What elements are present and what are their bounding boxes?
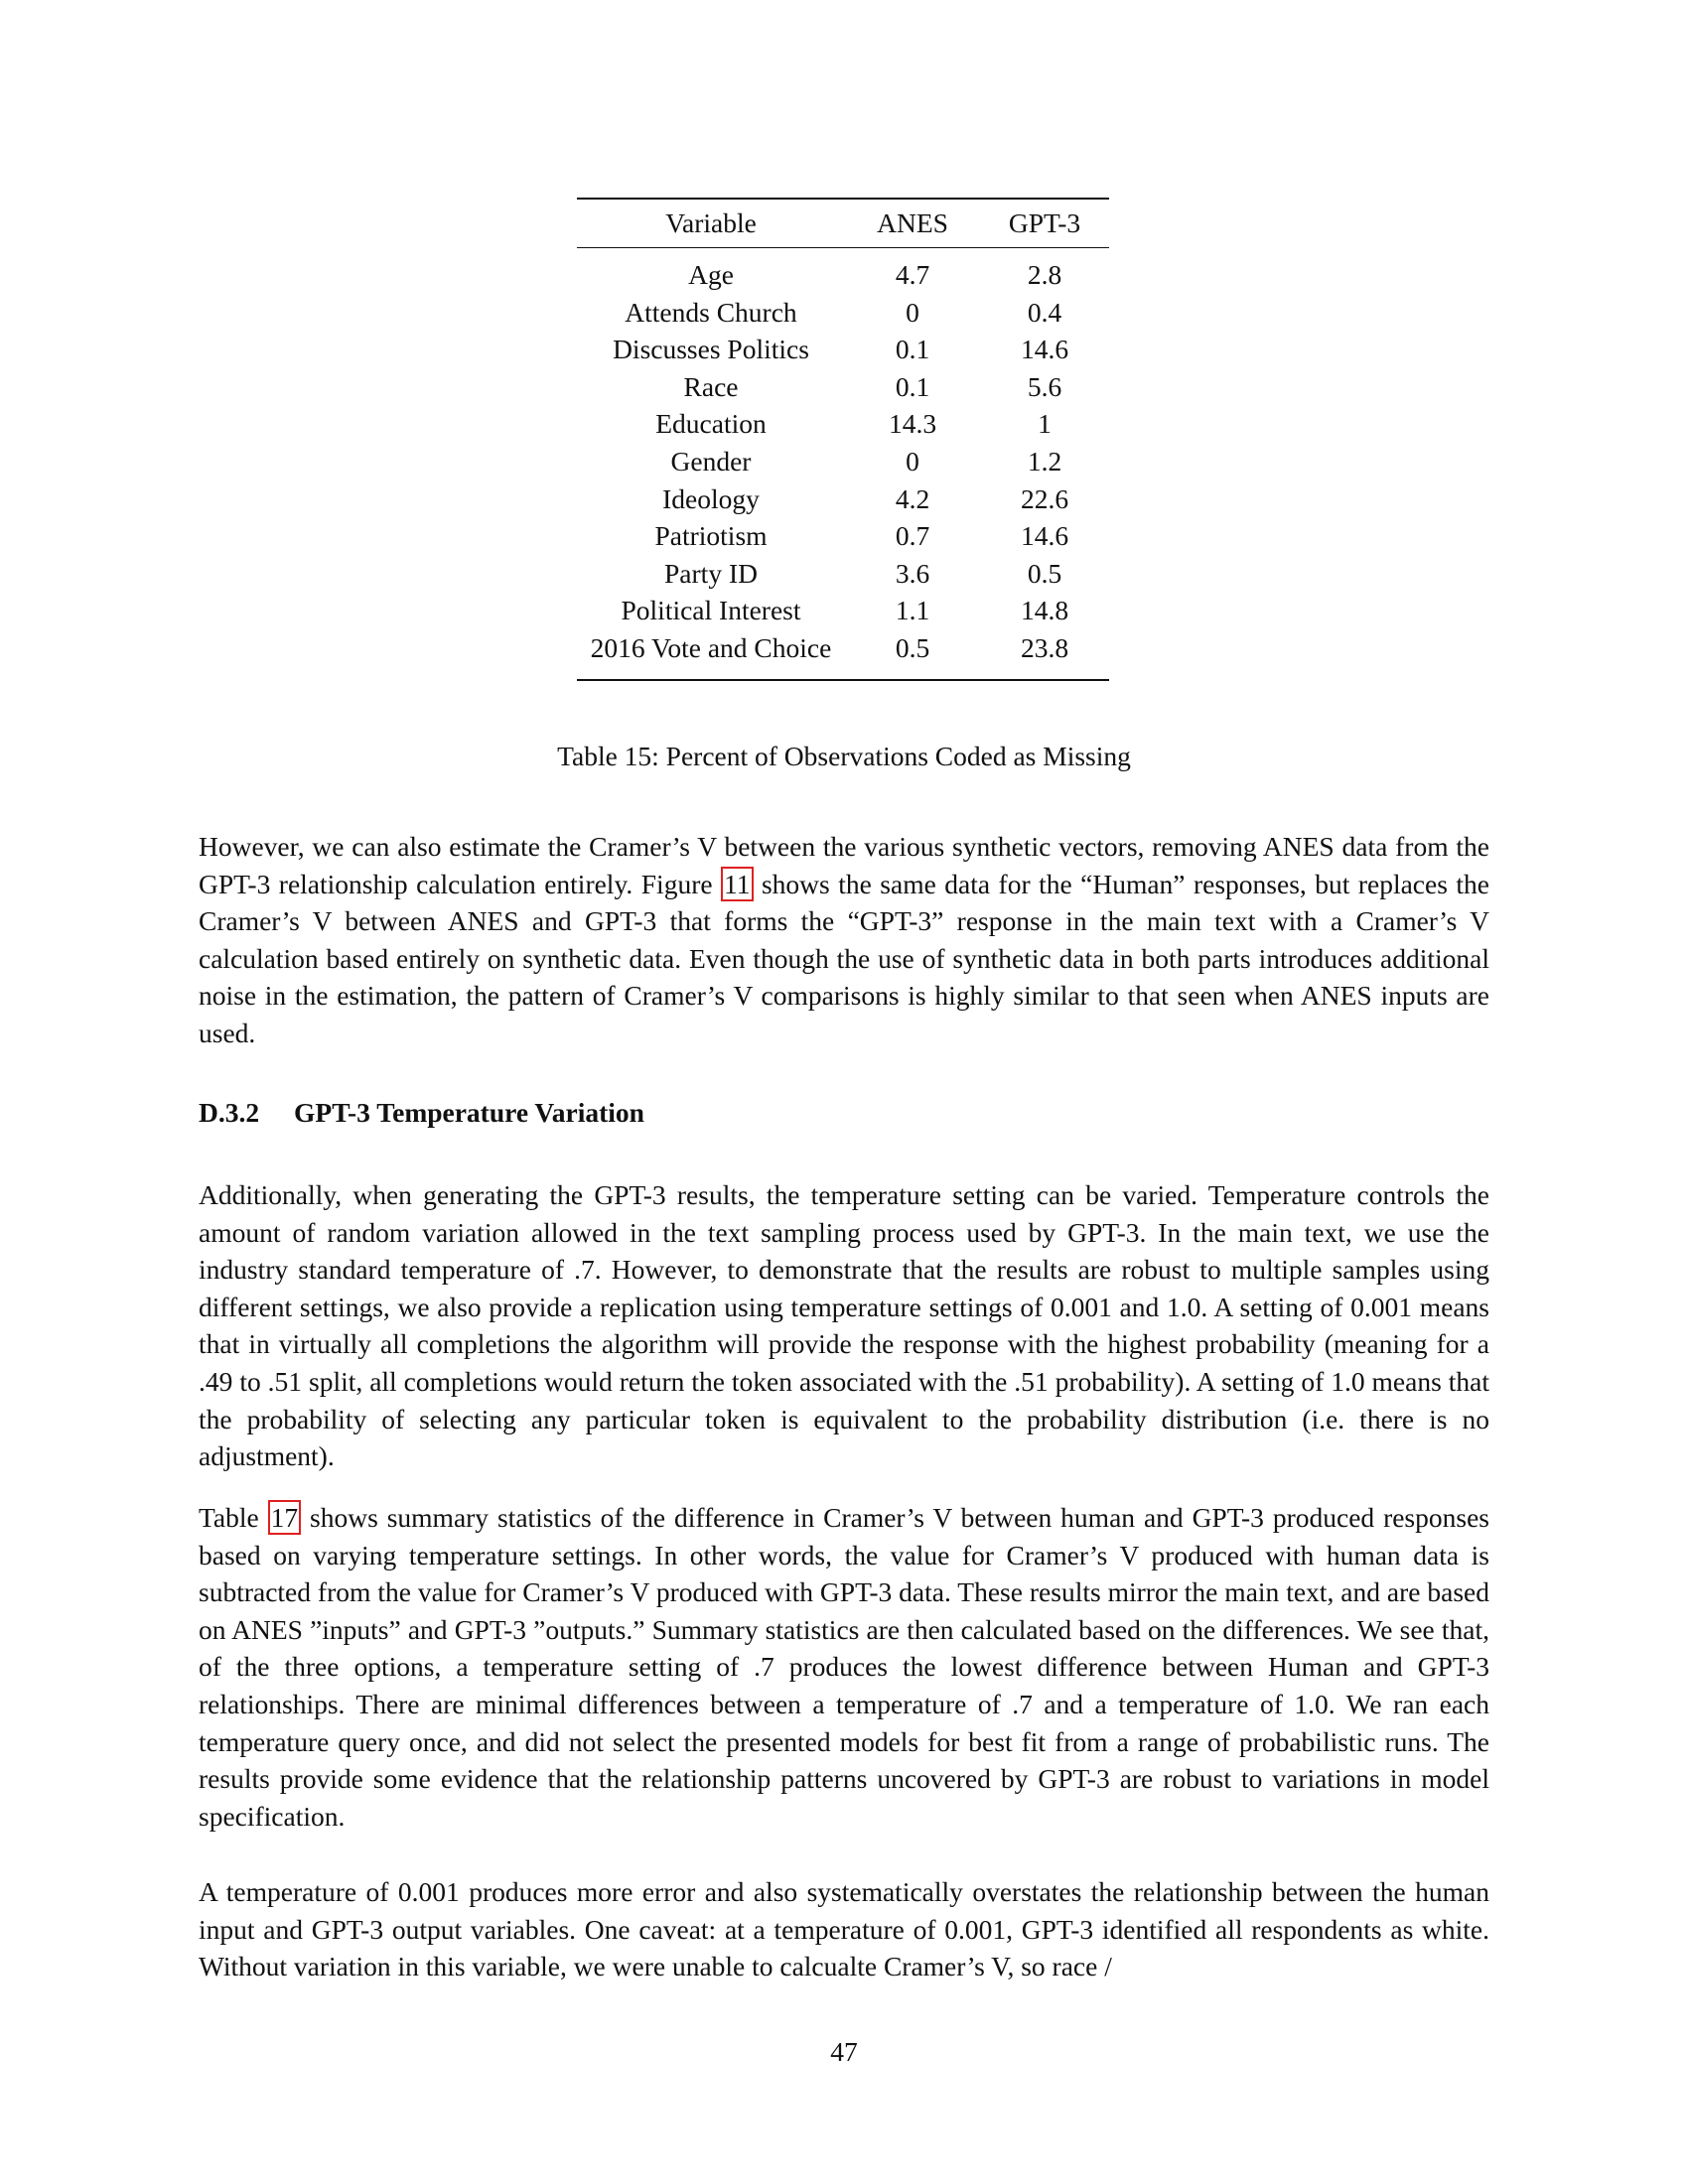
header-variable: Variable [665, 207, 757, 238]
cell-gpt3: 0.4 [1027, 296, 1062, 328]
cell-anes: 3.6 [895, 557, 930, 589]
header-gpt3: GPT-3 [1008, 207, 1081, 238]
table-row [577, 592, 1109, 629]
cell-gpt3: 5.6 [1027, 370, 1062, 402]
paragraph-synthetic-cramers-v [199, 828, 1489, 1052]
cell-anes: 1.1 [895, 595, 930, 626]
cell-anes: 4.7 [895, 259, 930, 290]
paragraph-temperature-caveat [199, 1873, 1489, 1985]
cell-gpt3: 14.6 [1020, 334, 1069, 365]
cell-anes: 0 [906, 445, 919, 477]
cell-gpt3: 2.8 [1027, 259, 1062, 290]
table-row [577, 443, 1109, 480]
section-number: D.3.2 [199, 1097, 260, 1128]
cell-anes: 0.1 [895, 334, 930, 365]
section-title: GPT-3 Temperature Variation [294, 1097, 644, 1128]
table-header-row [577, 199, 1109, 248]
table-row [577, 555, 1109, 593]
paragraph-text: shows the same data for the “Human” responses, but replaces the Cramer’s V between ANES and GPT-3 that forms the “GPT-3” response in the main text with a Cramer’s V calculation based entirely on synthetic data. Even though the use of synthetic data in both parts introduces additional noise in the estimation, the pattern of Cramer’s V comparisons is highly similar to that seen when ANES inputs are used. [199, 868, 1489, 1048]
cell-variable: Ideology [662, 482, 760, 514]
cell-anes: 0.7 [895, 520, 930, 552]
cell-variable: Education [655, 408, 767, 440]
cell-anes: 0.1 [895, 370, 930, 402]
table-row [577, 629, 1109, 680]
cell-gpt3: 23.8 [1020, 631, 1069, 663]
paragraph-temperature-intro [199, 1176, 1489, 1475]
paragraph-text: Additionally, when generating the GPT-3 results, the temperature setting can be varied. Temperature controls the amount of random variation allowed in the text sampling process used by GPT-3. In the main text, we use the industry standard temperature of .7. However, to demonstrate that the results are robust to multiple samples using different settings, we also provide a replication using temperature settings of 0.001 and 1.0. A setting of 0.001 means that in virtually all completions the algorithm will provide the response with the highest probability (meaning for a .49 to .51 split, all completions would return the token associated with the .51 probability). A setting of 1.0 means that the probability of selecting any particular token is equivalent to the probability distribution (i.e. there is no adjustment). [199, 1179, 1489, 1472]
cell-variable: Patriotism [654, 520, 768, 552]
missing-observations-table [577, 198, 1109, 681]
cell-variable: Party ID [664, 557, 758, 589]
cell-gpt3: 14.8 [1020, 595, 1069, 626]
cell-variable: Attends Church [625, 296, 797, 328]
table-row [577, 405, 1109, 443]
section-heading [199, 1095, 644, 1131]
paragraph-text: Table [199, 1502, 268, 1533]
figure-11-link[interactable]: 11 [721, 867, 753, 901]
cell-gpt3: 14.6 [1020, 520, 1069, 552]
table-caption: Table 15: Percent of Observations Coded as Missing [557, 741, 1131, 771]
cell-variable: 2016 Vote and Choice [590, 631, 832, 663]
paragraph-text: shows summary statistics of the difference in Cramer’s V between human and GPT-3 produced responses based on varying temperature settings. In other words, the value for Cramer’s V produced with human data is subtracted from the value for Cramer’s V produced with GPT-3 data. These results mirror the main text, and are based on ANES ”inputs” and GPT-3 ”outputs.” Summary statistics are then calculated based on the differences. We see that, of the three options, a temperature setting of .7 produces the lowest difference between Human and GPT-3 relationships. There are minimal differences between a temperature of .7 and a temperature of 1.0. We ran each temperature query once, and did not select the presented models for best fit from a range of probabilistic runs. The results provide some evidence that the relationship patterns uncovered by GPT-3 are robust to variations in model specification. [199, 1502, 1489, 1832]
cell-gpt3: 0.5 [1027, 557, 1062, 589]
table-row [577, 331, 1109, 368]
table-row [577, 517, 1109, 555]
cell-variable: Political Interest [621, 595, 801, 626]
cell-anes: 4.2 [895, 482, 930, 514]
cell-anes: 14.3 [888, 408, 937, 440]
table-row [577, 368, 1109, 406]
paragraph-temperature-summary [199, 1499, 1489, 1835]
cell-anes: 0 [906, 296, 919, 328]
cell-gpt3: 22.6 [1020, 482, 1069, 514]
page-number: 47 [830, 2036, 858, 2067]
missing-observations-table-wrap [577, 198, 1109, 681]
header-anes: ANES [877, 207, 948, 238]
paragraph-text: A temperature of 0.001 produces more error and also systematically overstates the relationship between the human input and GPT-3 output variables. One caveat: at a temperature of 0.001, GPT-3 identified all respondents as white. Without variation in this variable, we were unable to calcualte Cramer’s V, so race / [199, 1876, 1489, 1982]
cell-gpt3: 1 [1038, 408, 1052, 440]
cell-variable: Age [688, 259, 734, 290]
table-17-link[interactable]: 17 [268, 1500, 302, 1535]
cell-gpt3: 1.2 [1027, 445, 1062, 477]
table-row [577, 294, 1109, 332]
cell-variable: Gender [670, 445, 752, 477]
cell-variable: Race [683, 370, 739, 402]
cell-variable: Discusses Politics [613, 334, 809, 365]
table-row [577, 480, 1109, 518]
cell-anes: 0.5 [895, 631, 930, 663]
table-row [577, 248, 1109, 294]
paragraph-text: However, we can also estimate the Cramer’s V between the various synthetic vectors, removing ANES data from the GPT-3 relationship calculation entirely. Figure [199, 831, 1489, 899]
